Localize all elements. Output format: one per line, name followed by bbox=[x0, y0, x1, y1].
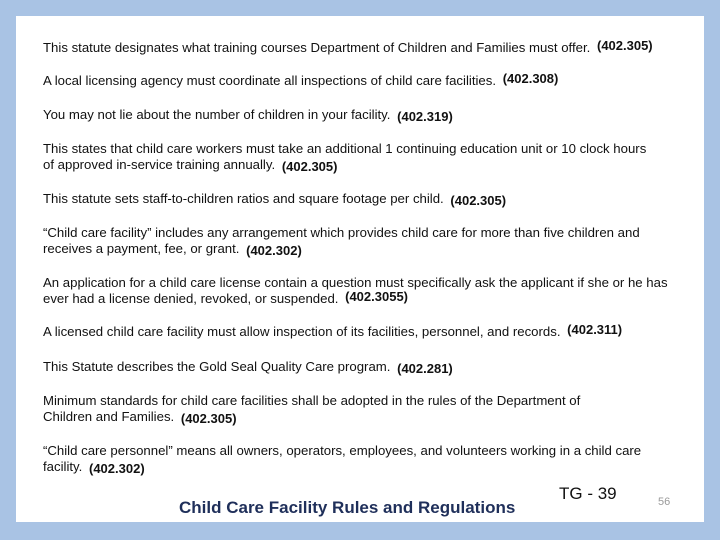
statute-reference: (402.3055) bbox=[345, 289, 409, 304]
statement-5 bbox=[43, 191, 673, 207]
statute-reference: (402.305) bbox=[450, 193, 507, 208]
statement-7 bbox=[43, 275, 671, 307]
statement-1 bbox=[43, 40, 703, 56]
statement-6 bbox=[43, 225, 665, 257]
statement-11 bbox=[43, 443, 663, 475]
statement-text: This statute sets staff-to-children ratios and square footage per child. bbox=[43, 191, 444, 206]
statement-text: This statute designates what training courses Department of Children and Families must offer. bbox=[43, 40, 591, 55]
statute-reference: (402.319) bbox=[397, 109, 453, 124]
statute-reference: (402.305) bbox=[180, 411, 237, 426]
statute-reference: (402.305) bbox=[281, 159, 338, 174]
statement-8 bbox=[43, 324, 693, 340]
statement-text: An application for a child care license contain a question must specifically ask the applicant if she or he has ever had a license denied, revoked, or suspended. bbox=[43, 275, 668, 306]
statement-text: This states that child care workers must take an additional 1 continuing education unit or 10 clock hours of approved in-service training annually. bbox=[43, 141, 647, 172]
statute-reference: (402.281) bbox=[397, 361, 453, 376]
statement-text: “Child care facility” includes any arrangement which provides child care for more than five children and receives a payment, fee, or grant. bbox=[43, 225, 640, 256]
statement-2 bbox=[43, 73, 673, 89]
statement-text: A local licensing agency must coordinate all inspections of child care facilities. bbox=[43, 73, 497, 88]
statement-text: This Statute describes the Gold Seal Quality Care program. bbox=[43, 359, 391, 374]
statute-reference: (402.305) bbox=[596, 38, 653, 53]
page-number: 56 bbox=[658, 496, 671, 508]
statement-3 bbox=[43, 107, 673, 123]
statement-4 bbox=[43, 141, 658, 173]
statement-9 bbox=[43, 359, 673, 375]
statement-text: Minimum standards for child care facilities shall be adopted in the rules of the Department of Children and Families. bbox=[43, 393, 581, 424]
guide-code: TG - 39 bbox=[559, 484, 617, 503]
statute-reference: (402.311) bbox=[567, 322, 623, 337]
slide bbox=[16, 16, 704, 522]
statute-reference: (402.308) bbox=[502, 71, 559, 86]
statement-text: A licensed child care facility must allow inspection of its facilities, personnel, and records. bbox=[43, 324, 561, 339]
statement-10 bbox=[43, 393, 633, 425]
footer-title: Child Care Facility Rules and Regulations bbox=[179, 498, 516, 517]
statement-text: You may not lie about the number of children in your facility. bbox=[43, 107, 391, 122]
statute-reference: (402.302) bbox=[89, 461, 145, 476]
statement-text: “Child care personnel” means all owners, operators, employees, and volunteers working in a child care facility. bbox=[43, 443, 642, 474]
statute-reference: (402.302) bbox=[246, 243, 302, 258]
